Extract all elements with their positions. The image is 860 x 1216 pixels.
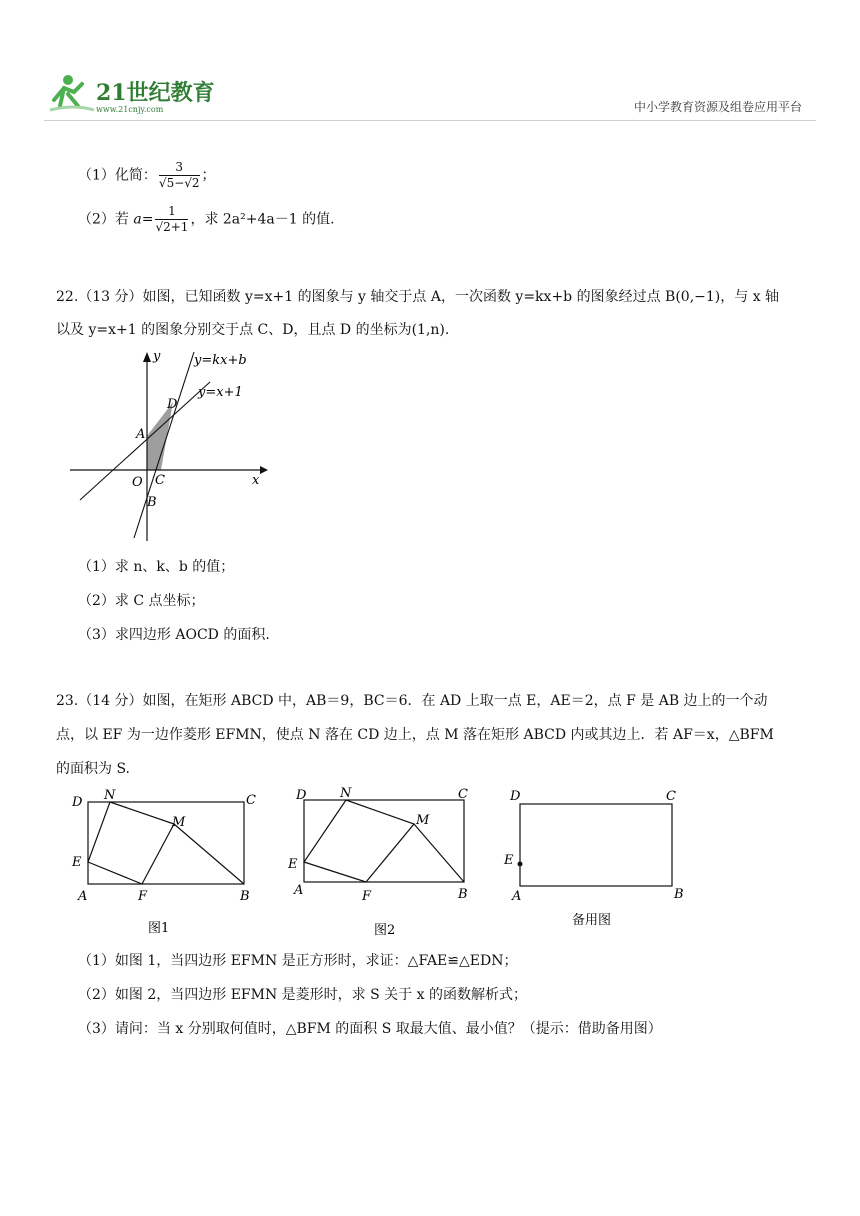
x-axis-label: x [252, 473, 260, 488]
q23-line2: 点，以 EF 为一边作菱形 EFMN，使点 N 落在 CD 边上，点 M 落在矩形 ABCD 内或其边上．若 AF＝x，△BFM [56, 727, 774, 743]
q21-part1-text: （1）化简： [78, 167, 157, 184]
q23-sub2: （2）如图 2，当四边形 EFMN 是菱形时，求 S 关于 x 的函数解析式； [78, 987, 527, 1003]
header-divider [44, 120, 816, 121]
label-a: A [512, 889, 522, 904]
label-x-1: y=x+1 [198, 385, 243, 400]
platform-name: 中小学教育资源及组卷应用平台 [633, 100, 802, 114]
point-a: A [136, 427, 146, 442]
logo-text: 21世纪教育 [96, 80, 214, 106]
q23-line1: 23.（14 分）如图，在矩形 ABCD 中，AB＝9，BC＝6．在 AD 上取一点 E，AE＝2，点 F 是 AB 边上的一个动 [56, 693, 768, 709]
label-b: B [674, 887, 684, 902]
point-o: O [132, 475, 143, 490]
label-c: C [246, 793, 256, 808]
point-e [518, 862, 523, 867]
caption-fig2: 图2 [374, 923, 396, 936]
label-e: E [288, 857, 298, 872]
y-axis-label: y [153, 349, 161, 364]
q23-sub3: （3）请问：当 x 分别取何值时，△BFM 的面积 S 取最大值、最小值？（提示：借助备用图） [78, 1021, 662, 1037]
point-c: C [155, 473, 165, 488]
label-d: D [72, 795, 83, 810]
q22-sub2: （2）求 C 点坐标； [78, 593, 205, 609]
q23-line3: 的面积为 S. [56, 761, 130, 777]
fraction-1-over-sqrt: $\frac{1}{√2+1}$ [155, 204, 189, 234]
label-a: A [294, 883, 304, 898]
rectangle-abcd [520, 804, 672, 886]
q22-graph [60, 346, 280, 546]
rhombus-efmn [304, 800, 414, 882]
logo-url: www.21cnjy.com [96, 105, 164, 114]
q23-figure-2 [280, 786, 480, 936]
q21-part1: （1）化简： $\frac{3}{√5-√2}$ ； [78, 160, 216, 190]
label-f: F [138, 889, 148, 904]
q22-sub1: （1）求 n、k、b 的值； [78, 559, 235, 575]
label-b: B [458, 887, 468, 902]
point-d: D [167, 397, 178, 412]
q22-sub3: （3）求四边形 AOCD 的面积. [78, 627, 270, 643]
x-axis-arrow [260, 466, 268, 474]
label-d: D [296, 788, 307, 803]
q22-line2: 以及 y=x+1 的图象分别交于点 C、D，且点 D 的坐标为(1,n). [56, 322, 450, 338]
label-e: E [72, 855, 82, 870]
segment-mb [174, 824, 244, 884]
label-m: M [172, 815, 186, 830]
line-y-kx-plus-b [134, 352, 194, 538]
label-b: B [240, 889, 250, 904]
label-c: C [458, 787, 468, 802]
logo [44, 70, 214, 118]
runner-icon [50, 75, 94, 110]
segment-mb [414, 824, 464, 882]
q23-figure-backup [498, 786, 698, 936]
point-b: B [147, 495, 157, 510]
q23-figure-1 [64, 786, 264, 936]
q21-part2: （2）若 a= $\frac{1}{√2+1}$ ，求 2a²+4a－1 的值. [78, 204, 335, 234]
fraction-3-over-sqrt: $\frac{3}{√5-√2}$ [158, 160, 200, 190]
q23-sub1: （1）如图 1，当四边形 EFMN 是正方形时，求证：△FAE≌△EDN； [78, 953, 518, 969]
q22-line1: 22.（13 分）如图，已知函数 y=x+1 的图象与 y 轴交于点 A，一次函数 y=kx+b 的图象经过点 B(0,−1)，与 x 轴 [56, 289, 780, 305]
square-efmn [88, 802, 174, 884]
y-axis-arrow [143, 352, 151, 362]
label-e: E [504, 853, 514, 868]
caption-backup: 备用图 [572, 913, 612, 928]
label-n: N [340, 786, 352, 801]
label-d: D [510, 789, 521, 804]
label-f: F [362, 889, 372, 904]
label-kx-b: y=kx+b [194, 353, 247, 368]
label-a: A [78, 889, 88, 904]
label-n: N [104, 788, 116, 803]
caption-fig1: 图1 [148, 921, 170, 936]
label-m: M [416, 813, 430, 828]
label-c: C [666, 789, 676, 804]
